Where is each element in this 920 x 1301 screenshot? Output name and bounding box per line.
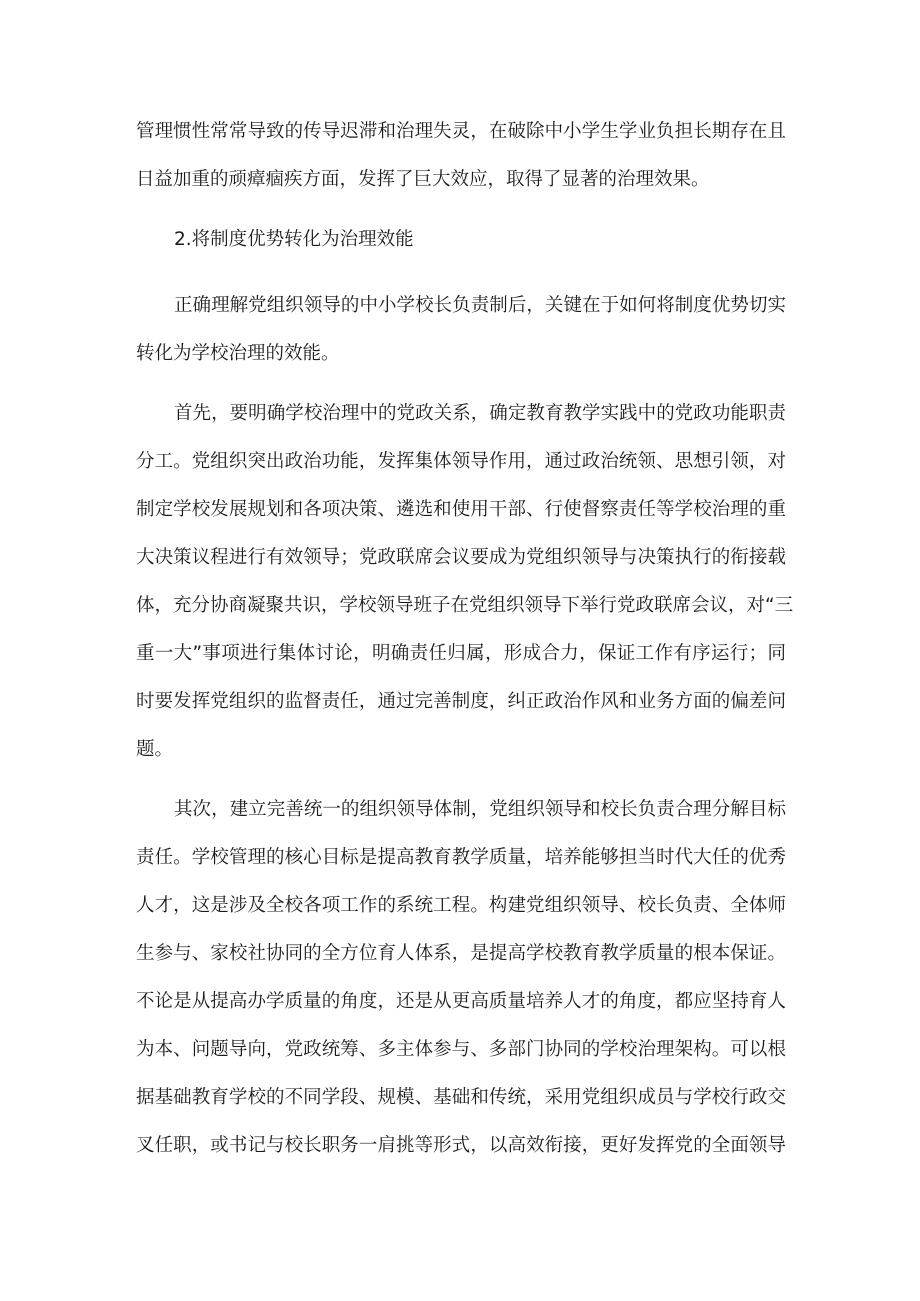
paragraph-line: 转化为学校治理的效能。 [136,343,340,364]
paragraph-line: 体，充分协商凝聚共识，学校领导班子在党组织领导下举行党政联席会议，对“三 [136,595,794,616]
paragraph-spacer [136,264,786,282]
paragraph-line: 正确理解党组织领导的中小学校长负责制后，关键在于如何将制度优势切实 [174,295,786,316]
paragraph-2 [136,282,786,378]
paragraph-line: 大决策议程进行有效领导；党政联席会议要成为党组织领导与决策执行的衔接载 [136,547,786,568]
paragraph-line: 重一大”事项进行集体讨论，明确责任归属，形成合力，保证工作有序运行；同 [136,643,786,664]
document-body [136,108,794,1170]
paragraph-line: 首先，要明确学校治理中的党政关系，确定教育教学实践中的党政功能职责 [174,403,786,424]
paragraph-1 [136,108,786,204]
paragraph-line: 不论是从提高办学质量的角度，还是从更高质量培养人才的角度，都应坚持育人 [136,991,786,1012]
paragraph-line: 日益加重的顽瘴痼疾方面，发挥了巨大效应，取得了显著的治理效果。 [136,169,710,190]
section-heading-text: 2.将制度优势转化为治理效能 [174,229,414,250]
paragraph-line: 时要发挥党组织的监督责任，通过完善制度，纠正政治作风和业务方面的偏差问 [136,691,786,712]
paragraph-line: 据基础教育学校的不同学段、规模、基础和传统，采用党组织成员与学校行政交 [136,1087,786,1108]
paragraph-line: 生参与、家校社协同的全方位育人体系，是提高学校教育教学质量的根本保证。 [136,943,786,964]
paragraph-spacer [136,774,786,786]
paragraph-3 [136,390,794,774]
paragraph-line: 管理惯性常常导致的传导迟滞和治理失灵，在破除中小学生学业负担长期存在且 [136,121,786,142]
paragraph-line: 责任。学校管理的核心目标是提高教育教学质量，培养能够担当时代大任的优秀 [136,847,786,868]
paragraph-spacer [136,204,786,216]
paragraph-line: 制定学校发展规划和各项决策、遴选和使用干部、行使督察责任等学校治理的重 [136,499,786,520]
section-heading [136,216,786,264]
paragraph-line: 分工。党组织突出政治功能，发挥集体领导作用，通过政治统领、思想引领，对 [136,451,786,472]
paragraph-4 [136,786,786,1170]
paragraph-spacer [136,378,786,390]
paragraph-line: 其次，建立完善统一的组织领导体制，党组织领导和校长负责合理分解目标 [174,799,786,820]
paragraph-line: 叉任职，或书记与校长职务一肩挑等形式，以高效衔接，更好发挥党的全面领导 [136,1135,786,1156]
paragraph-line: 人才，这是涉及全校各项工作的系统工程。构建党组织领导、校长负责、全体师 [136,895,786,916]
paragraph-line: 为本、问题导向，党政统筹、多主体参与、多部门协同的学校治理架构。可以根 [136,1039,786,1060]
paragraph-line: 题。 [136,739,174,760]
